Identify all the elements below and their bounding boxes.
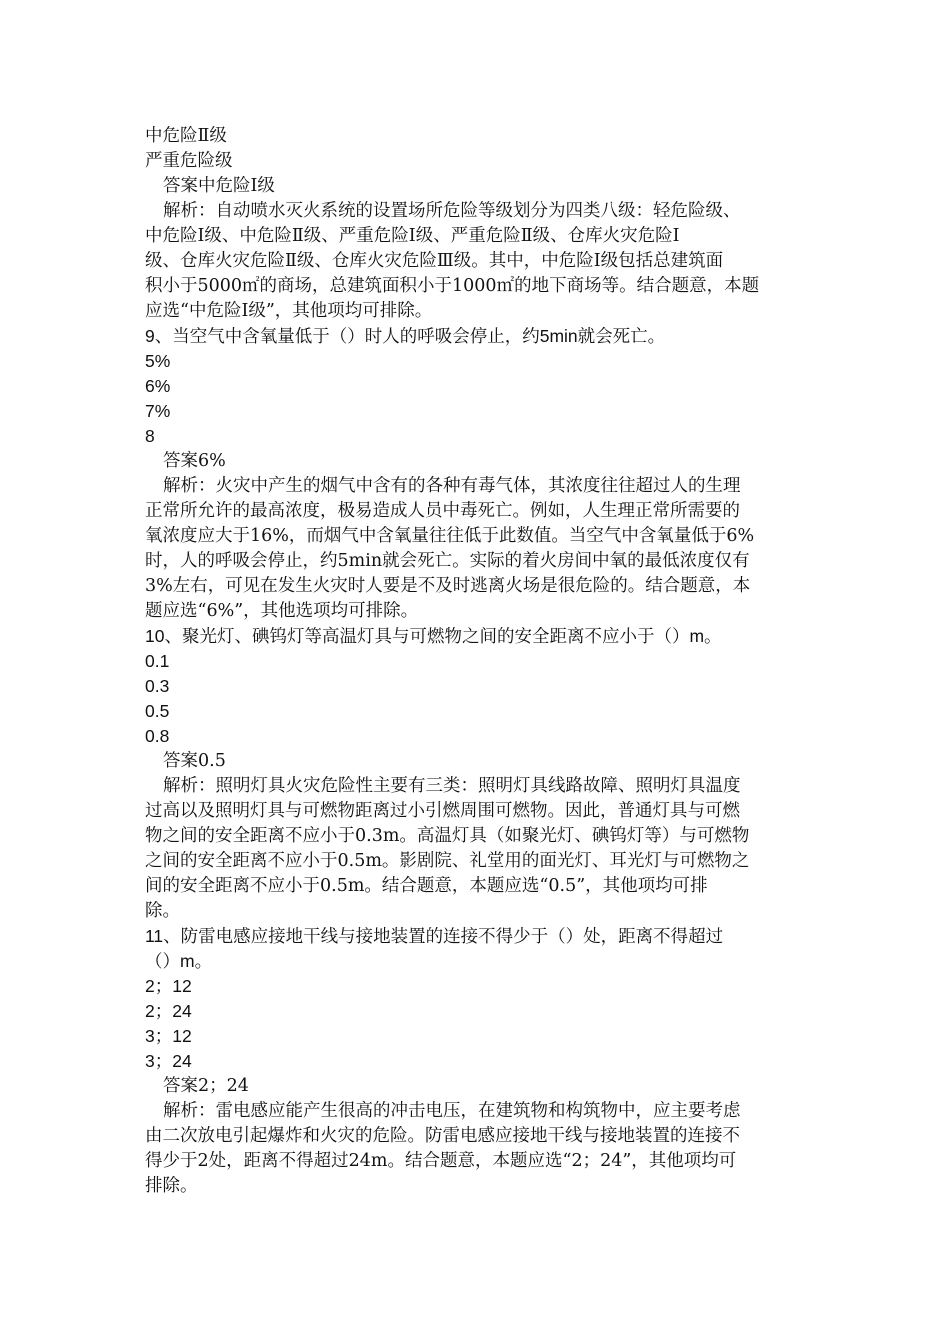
analysis-line: 解析：自动喷水灭火系统的设置场所危险等级划分为四类八级：轻危险级、 <box>163 201 741 221</box>
answer: 答案0.5 <box>163 751 226 771</box>
analysis-line: 解析：火灾中产生的烟气中含有的各种有毒气体，其浓度往往超过人的生理 <box>163 476 741 496</box>
option: 0.1 <box>145 651 170 671</box>
analysis-line: 题应选“6%”，其他选项均可排除。 <box>145 601 419 621</box>
analysis-line: 氧浓度应大于16%，而烟气中含氧量往往低于此数值。当空气中含氧量低于6% <box>145 526 755 546</box>
question-text: 11、防雷电感应接地干线与接地装置的连接不得少于（）处，距离不得超过 <box>145 926 724 946</box>
analysis-line: 时，人的呼吸会停止，约5min就会死亡。实际的着火房间中氧的最低浓度仅有 <box>145 551 750 571</box>
analysis-line: 正常所允许的最高浓度，极易造成人员中毒死亡。例如，人生理正常所需要的 <box>145 501 740 521</box>
analysis-line: 之间的安全距离不应小于0.5m。影剧院、礼堂用的面光灯、耳光灯与可燃物之 <box>145 851 750 871</box>
question-9 <box>145 324 815 624</box>
question-text: 9、当空气中含氧量低于（）时人的呼吸会停止，约5min就会死亡。 <box>145 326 666 346</box>
option: 7% <box>145 401 171 421</box>
question-8-tail <box>145 124 815 324</box>
question-11 <box>145 924 815 1199</box>
option: 2；12 <box>145 976 192 996</box>
analysis-line: 除。 <box>145 901 180 921</box>
analysis-line: 得少于2处，距离不得超过24m。结合题意，本题应选“2；24”，其他项均可 <box>145 1151 737 1171</box>
answer: 答案2；24 <box>163 1076 249 1096</box>
option: 0.3 <box>145 676 170 696</box>
analysis-line: 应选“中危险Ⅰ级”，其他项均可排除。 <box>145 301 433 321</box>
option: 0.5 <box>145 701 170 721</box>
question-text: 10、聚光灯、碘钨灯等高温灯具与可燃物之间的安全距离不应小于（）m。 <box>145 626 722 646</box>
option: 中危险Ⅱ级 <box>145 126 227 146</box>
analysis-line: 物之间的安全距离不应小于0.3m。高温灯具（如聚光灯、碘钨灯等）与可燃物 <box>145 826 750 846</box>
analysis-line: 3%左右，可见在发生火灾时人要是不及时逃离火场是很危险的。结合题意，本 <box>145 576 751 596</box>
option: 5% <box>145 351 171 371</box>
option: 3；12 <box>145 1026 192 1046</box>
question-text: （）m。 <box>145 951 213 971</box>
option: 2；24 <box>145 1001 192 1021</box>
analysis-line: 由二次放电引起爆炸和火灾的危险。防雷电感应接地干线与接地装置的连接不 <box>145 1126 740 1146</box>
answer: 答案中危险Ⅰ级 <box>163 176 275 196</box>
option: 8 <box>145 426 155 446</box>
analysis <box>145 199 815 324</box>
analysis-line: 过高以及照明灯具与可燃物距离过小引燃周围可燃物。因此，普通灯具与可燃 <box>145 801 740 821</box>
option: 0.8 <box>145 726 170 746</box>
document-page <box>145 124 815 1199</box>
analysis-line: 中危险Ⅰ级、中危险Ⅱ级、严重危险Ⅰ级、严重危险Ⅱ级、仓库火灾危险Ⅰ <box>145 226 680 246</box>
analysis-line: 级、仓库火灾危险Ⅱ级、仓库火灾危险Ⅲ级。其中，中危险Ⅰ级包括总建筑面 <box>145 251 724 271</box>
analysis <box>145 474 815 624</box>
analysis-line: 积小于5000㎡的商场，总建筑面积小于1000㎡的地下商场等。结合题意，本题 <box>145 276 760 296</box>
analysis-line: 排除。 <box>145 1176 198 1196</box>
analysis-line: 解析：雷电感应能产生很高的冲击电压，在建筑物和构筑物中，应主要考虑 <box>163 1101 741 1121</box>
option: 严重危险级 <box>145 151 233 171</box>
option: 3；24 <box>145 1051 192 1071</box>
answer: 答案6% <box>163 451 226 471</box>
analysis <box>145 774 815 924</box>
analysis-line: 解析：照明灯具火灾危险性主要有三类：照明灯具线路故障、照明灯具温度 <box>163 776 741 796</box>
analysis <box>145 1099 815 1199</box>
question-10 <box>145 624 815 924</box>
analysis-line: 间的安全距离不应小于0.5m。结合题意，本题应选“0.5”，其他项均可排 <box>145 876 708 896</box>
option: 6% <box>145 376 171 396</box>
